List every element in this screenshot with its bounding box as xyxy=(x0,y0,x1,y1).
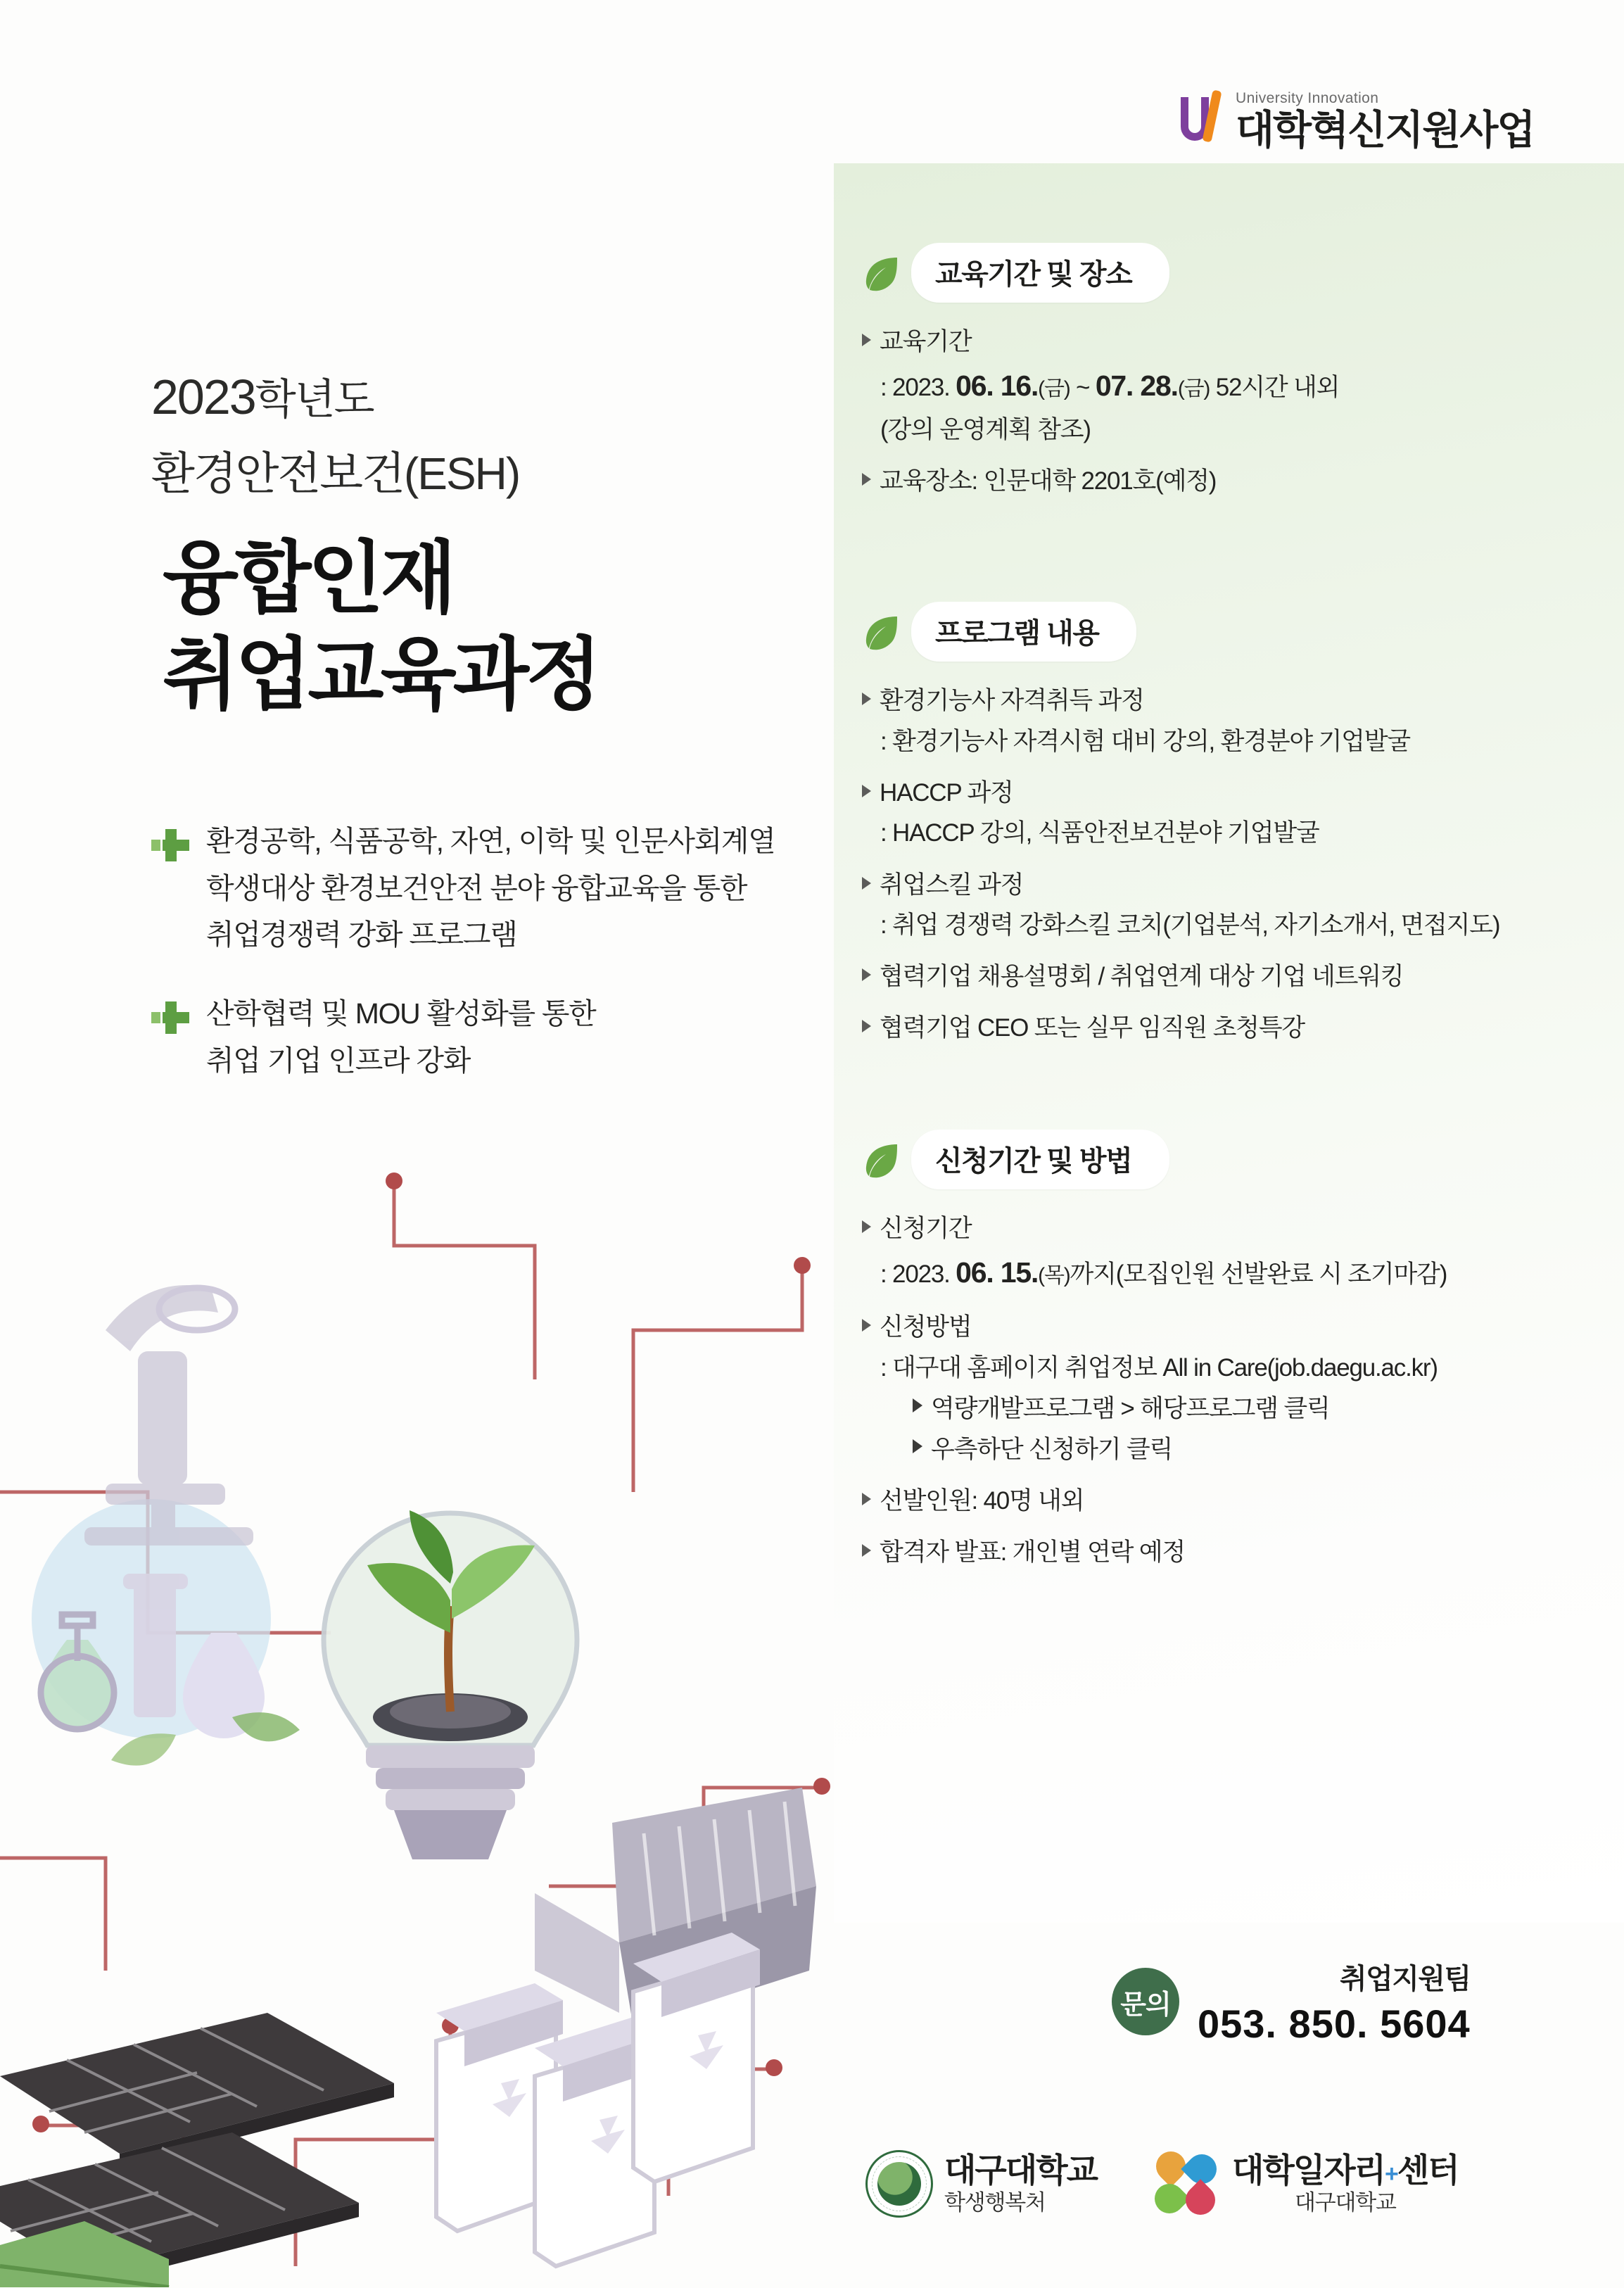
item-label: 협력기업 채용설명회 / 취업연계 대상 기업 네트워킹 xyxy=(880,963,1404,991)
bullet-line: 취업경쟁력 강화 프로그램 xyxy=(206,918,517,952)
list-item xyxy=(862,1483,1601,1520)
list-item xyxy=(862,683,1601,761)
triangle-bullet-icon xyxy=(862,334,871,346)
logo-main-part1: 대학일자리 xyxy=(1232,2151,1385,2189)
eco-science-illustration xyxy=(0,1098,844,2287)
logo-main-text xyxy=(1232,2153,1459,2187)
list-item xyxy=(862,1211,1601,1295)
cross-icon xyxy=(151,999,189,1037)
logo-main-part2: 센터 xyxy=(1397,2151,1459,2189)
item-label: 환경기능사 자격취득 과정 xyxy=(880,687,1144,714)
bullet-text xyxy=(206,818,775,958)
triangle-bullet-icon xyxy=(862,473,871,486)
bullet-line: 학생대상 환경보건안전 분야 융합교육을 통한 xyxy=(206,871,747,904)
item-sub-line: : 취업 경쟁력 강화스킬 코치(기업분석, 자기소개서, 면접지도) xyxy=(880,911,1500,939)
year-number: 2023 xyxy=(151,369,255,424)
daegu-university-logo xyxy=(865,2150,1097,2218)
title-line-2: 취업교육과정 xyxy=(163,630,599,719)
triangle-bullet-icon xyxy=(862,877,871,890)
item-label: 취업스킬 과정 xyxy=(880,871,1024,899)
triangle-bullet-icon xyxy=(862,1544,871,1557)
step-text: 역량개발프로그램 > 해당프로그램 클릭 xyxy=(931,1394,1330,1422)
item-sub-line: : 대구대 홈페이지 취업정보 All in Care(job.daegu.ac.kr) xyxy=(880,1353,1438,1382)
item-sub-line: : 환경기능사 자격시험 대비 강의, 환경분야 기업발굴 xyxy=(880,727,1411,755)
university-job-center-logo xyxy=(1153,2150,1459,2218)
triangle-bullet-icon xyxy=(862,1020,871,1032)
logo-korean-text: 대학혁신지원사업 xyxy=(1236,108,1535,153)
list-item xyxy=(151,818,820,958)
list-item xyxy=(151,990,820,1084)
bullet-line: 취업 기업 인프라 강화 xyxy=(206,1044,471,1077)
list-item xyxy=(862,1309,1601,1469)
section-education-period xyxy=(862,243,1601,514)
triangle-bullet-icon xyxy=(862,968,871,981)
contact-team: 취업지원팀 xyxy=(1339,1964,1471,1995)
section-header xyxy=(862,243,1601,303)
logo-sub-text: 대구대학교 xyxy=(1294,2190,1396,2216)
section-program-content xyxy=(862,602,1601,1061)
left-content-column xyxy=(151,366,820,1116)
section-title: 프로그램 내용 xyxy=(911,602,1136,662)
list-item xyxy=(862,867,1601,945)
bullet-line: 산학협력 및 MOU 활성화를 통한 xyxy=(206,997,596,1030)
item-label: 신청기간 xyxy=(880,1215,972,1242)
subject-line: 환경안전보건(ESH) xyxy=(151,448,520,499)
triangle-bullet-icon xyxy=(862,1319,871,1332)
item-sub-line: : HACCP 강의, 식품안전보건분야 기업발굴 xyxy=(880,819,1319,847)
section-title: 교육기간 및 장소 xyxy=(911,243,1169,303)
contact-block xyxy=(1112,1957,1604,2047)
cross-icon xyxy=(151,826,189,864)
university-innovation-mark-icon xyxy=(1175,90,1227,151)
step-text: 우측하단 신청하기 클릭 xyxy=(931,1436,1173,1464)
bullet-line: 환경공학, 식품공학, 자연, 이학 및 인문사회계열 xyxy=(206,825,775,858)
section-application xyxy=(862,1130,1601,1585)
item-sub-line: : 2023. 06. 16.(금) ~ 07. 28.(금) 52시간 내외 xyxy=(880,369,1340,402)
logo-english-text: University Innovation xyxy=(1236,90,1379,106)
item-label: 합격자 발표: 개인별 연락 예정 xyxy=(880,1538,1185,1566)
item-label: 교육장소: 인문대학 2201호(예정) xyxy=(880,467,1217,495)
triangle-bullet-icon xyxy=(862,1493,871,1505)
leaf-icon xyxy=(862,612,901,652)
chevron-right-icon xyxy=(913,1439,922,1453)
triangle-bullet-icon xyxy=(862,785,871,797)
bullet-text xyxy=(206,990,595,1084)
list-item xyxy=(862,1010,1601,1047)
contact-phone: 053. 850. 5604 xyxy=(1198,2002,1471,2046)
list-item xyxy=(862,1534,1601,1572)
chevron-right-icon xyxy=(913,1398,922,1412)
triangle-bullet-icon xyxy=(862,693,871,705)
section-title: 신청기간 및 방법 xyxy=(911,1130,1169,1189)
year-line xyxy=(151,366,820,426)
list-item xyxy=(862,775,1601,853)
section-header xyxy=(862,1130,1601,1189)
leaf-icon xyxy=(862,253,901,293)
logo-sub-text: 학생행복처 xyxy=(944,2190,1046,2216)
item-label: 신청방법 xyxy=(880,1313,972,1341)
bottom-logo-row xyxy=(865,2150,1590,2218)
logo-main-text: 대구대학교 xyxy=(944,2151,1098,2189)
left-bullet-list xyxy=(151,818,820,1084)
pinwheel-icon xyxy=(1153,2150,1221,2218)
item-step xyxy=(913,1431,1601,1469)
daegu-university-seal-icon xyxy=(865,2150,933,2218)
item-sub-line: (강의 운영계획 참조) xyxy=(880,416,1091,444)
list-item xyxy=(862,959,1601,996)
year-suffix: 학년도 xyxy=(255,376,374,423)
leaf-icon xyxy=(862,1140,901,1180)
item-label: HACCP 과정 xyxy=(880,778,1013,807)
list-item xyxy=(862,463,1601,500)
item-label: 선발인원: 40명 내외 xyxy=(880,1487,1084,1515)
item-sub-line: : 2023. 06. 15.(목)까지(모집인원 선발완료 시 조기마감) xyxy=(880,1256,1447,1289)
university-innovation-logo xyxy=(1175,90,1535,151)
page-title xyxy=(163,531,820,723)
triangle-bullet-icon xyxy=(862,1220,871,1233)
item-label: 협력기업 CEO 또는 실무 임직원 초청특강 xyxy=(880,1013,1305,1042)
plus-icon: + xyxy=(1385,2161,1397,2188)
section-header xyxy=(862,602,1601,662)
list-item xyxy=(862,324,1601,449)
item-step xyxy=(913,1390,1601,1428)
title-line-1: 융합인재 xyxy=(163,534,453,622)
item-label: 교육기간 xyxy=(880,328,972,355)
contact-badge: 문의 xyxy=(1112,1968,1179,2035)
